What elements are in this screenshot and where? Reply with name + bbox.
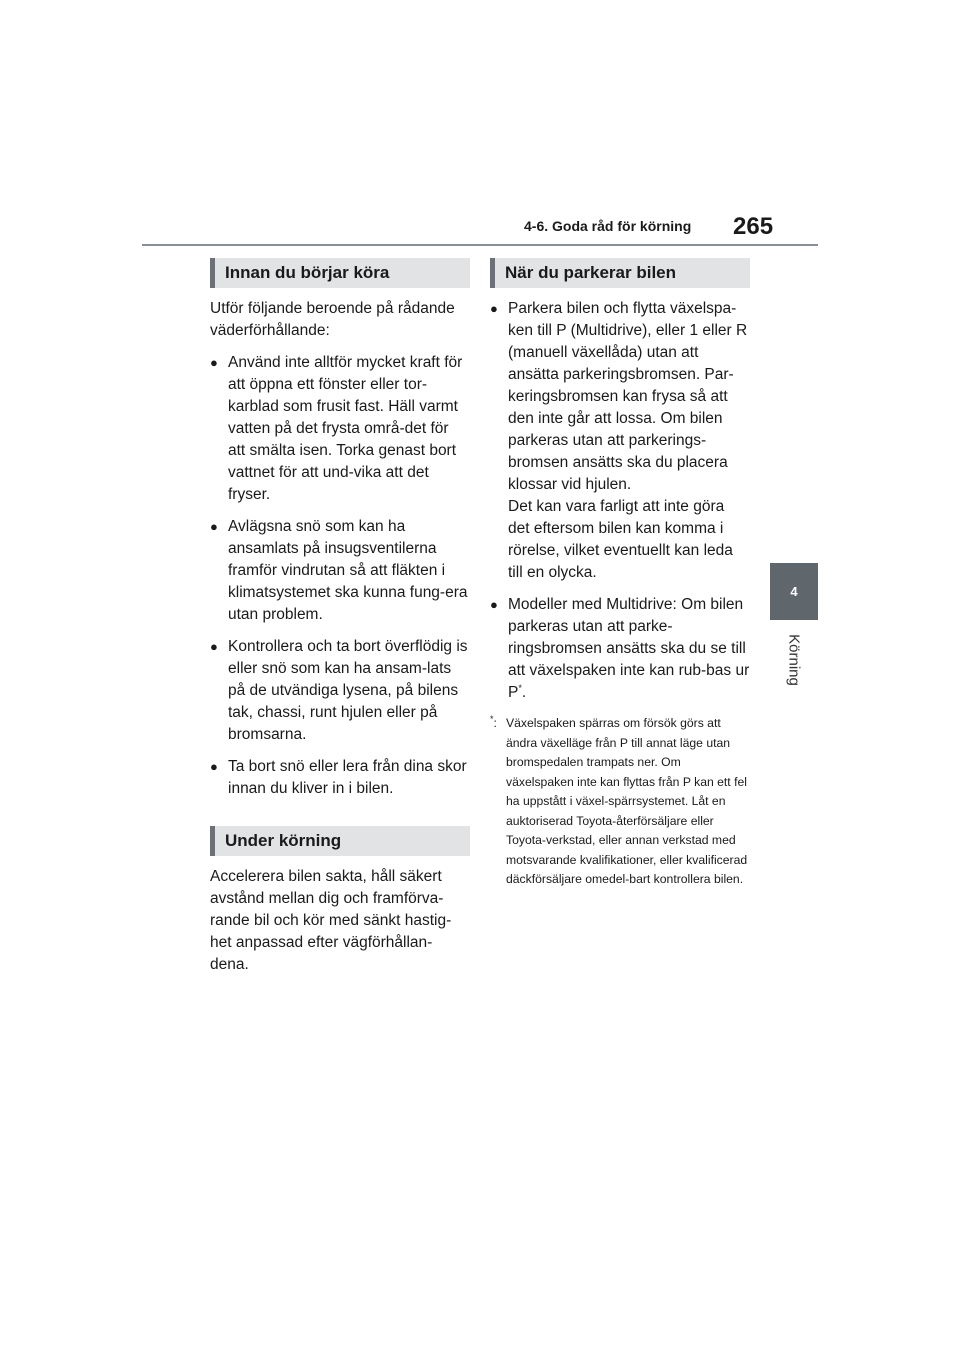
before-driving-heading: Innan du börjar köra xyxy=(210,258,470,288)
footnote-reference: * xyxy=(518,682,522,693)
right-column xyxy=(490,258,750,890)
section-header-title: 4-6. Goda råd för körning xyxy=(524,218,692,234)
page-number: 265 xyxy=(733,213,774,240)
parking-heading: När du parkerar bilen xyxy=(490,258,750,288)
footnote xyxy=(490,714,750,890)
chapter-number: 4 xyxy=(790,584,798,599)
bullet-icon: ● xyxy=(210,519,218,534)
bullet-icon: ● xyxy=(490,597,498,612)
list-item-text xyxy=(508,594,750,704)
before-driving-intro: Utför följande beroende på rådande väderförhållande: xyxy=(210,300,455,339)
list-item xyxy=(490,298,750,584)
footnote-marker: *: xyxy=(490,713,497,730)
chapter-label: Körning xyxy=(785,634,803,686)
list-item-text-end: . xyxy=(521,684,527,701)
while-driving-heading: Under körning xyxy=(210,826,470,856)
list-item xyxy=(210,756,470,800)
list-item-text: Avlägsna snö som kan ha ansamlats på insugsventilerna framför vindrutan så att fläkten i klimatsystemet ska kunna fung-era utan problem. xyxy=(228,518,468,623)
bullet-icon: ● xyxy=(210,759,218,774)
bullet-icon: ● xyxy=(490,301,498,316)
list-item-text-main: Modeller med Multidrive: Om bilen parkeras utan att parke-ringsbromsen ansätts ska du se till att växelspaken inte kan rub-bas ur P xyxy=(508,596,750,701)
list-item-text: Parkera bilen och flytta växelspa-ken till P (Multidrive), eller 1 eller R (manuell växellåda) utan att ansätta parkeringsbromsen. Par-keringsbromsen kan frysa så att den inte går att lossa. Om bilen parkeras utan att parkerings-bromsen ansätts ska du placera klossar vid hjulen. Det kan vara farligt att inte göra det eftersom bilen kan komma i rörelse, vilket eventuellt kan leda till en olycka. xyxy=(508,300,748,581)
list-item-text: Kontrollera och ta bort överflödig is eller snö som kan ha ansam-lats på de utvändiga lysena, på bilens tak, chassi, runt hjulen eller på bromsarna. xyxy=(228,638,468,743)
list-item-text: Använd inte alltför mycket kraft för att öppna ett fönster eller tor-karblad som frusit fast. Häll varmt vatten på det frysta områ-det för att smälta isen. Torka genast bort vattnet för att und-vika att det fryser. xyxy=(228,354,463,503)
list-item xyxy=(210,516,470,626)
footnote-text: Växelspaken spärras om försök görs att ändra växelläge från P till annat läge utan bromspedalen trampats ner. Om växelspaken inte kan flyttas från P kan ett fel ha uppstått i växel-spärrsystemet. Låt en auktoriserad Toyota-återförsäljare eller Toyota-verkstad, eller annan verkstad med motsvarande kvalifikationer, eller kvalificerad däckförsäljare omedel-bart kontrollera bilen. xyxy=(506,716,748,886)
parking-list xyxy=(490,298,750,704)
list-item xyxy=(210,352,470,506)
while-driving-text: Accelerera bilen sakta, håll säkert avstånd mellan dig och framförva-rande bil och kör med sänkt hastig-het anpassad efter vägförhållan-dena. xyxy=(210,868,452,973)
chapter-tab[interactable] xyxy=(770,563,818,620)
bullet-icon: ● xyxy=(210,639,218,654)
left-column xyxy=(210,258,470,976)
bullet-icon: ● xyxy=(210,355,218,370)
header-divider xyxy=(142,244,818,246)
list-item-text: Ta bort snö eller lera från dina skor innan du kliver in i bilen. xyxy=(228,758,467,797)
list-item xyxy=(490,594,750,704)
list-item xyxy=(210,636,470,746)
before-driving-list xyxy=(210,352,470,800)
